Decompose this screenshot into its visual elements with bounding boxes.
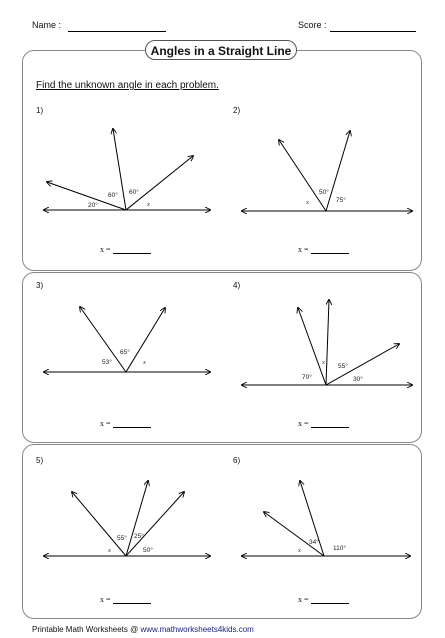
unknown-angle-label: x — [306, 199, 309, 206]
name-label: Name : — [32, 20, 62, 30]
problem-number-4: 4) — [233, 281, 241, 290]
angle-label: 70° — [302, 374, 312, 381]
answer-input-5[interactable] — [113, 594, 151, 604]
problem-number-5: 5) — [36, 456, 44, 465]
angle-label: 55° — [117, 535, 127, 542]
unknown-angle-label: x — [143, 359, 146, 366]
unknown-angle-label: x — [298, 547, 301, 554]
angle-label: 20° — [88, 202, 98, 209]
footer-prefix: Printable Math Worksheets @ — [32, 625, 141, 634]
footer-link[interactable]: www.mathworksheets4kids.com — [140, 625, 254, 634]
problem-number-6: 6) — [233, 456, 241, 465]
answer-input-4[interactable] — [311, 418, 349, 428]
footer — [32, 625, 254, 634]
angle-label: 50° — [143, 547, 153, 554]
answer-row-2 — [298, 244, 349, 254]
instruction-text: Find the unknown angle in each problem. — [36, 80, 219, 91]
angle-label: 30° — [353, 376, 363, 383]
answer-prompt: x = — [100, 419, 111, 428]
angle-label: 60° — [108, 192, 118, 199]
answer-input-1[interactable] — [113, 244, 151, 254]
worksheet-title: Angles in a Straight Line — [145, 40, 297, 60]
angle-label: 110° — [333, 545, 346, 552]
unknown-angle-label: x — [147, 201, 150, 208]
answer-row-1 — [100, 244, 151, 254]
problem-number-1: 1) — [36, 106, 44, 115]
problem-number-2: 2) — [233, 106, 241, 115]
score-label: Score : — [298, 20, 327, 30]
answer-prompt: x = — [298, 419, 309, 428]
angle-label: 53° — [102, 359, 112, 366]
answer-row-3 — [100, 418, 151, 428]
answer-input-3[interactable] — [113, 418, 151, 428]
answer-prompt: x = — [100, 245, 111, 254]
answer-input-6[interactable] — [311, 594, 349, 604]
answer-prompt: x = — [298, 245, 309, 254]
unknown-angle-label: x — [322, 359, 325, 366]
angle-label: 25° — [134, 533, 144, 540]
answer-prompt: x = — [298, 595, 309, 604]
angle-label: 50° — [319, 189, 329, 196]
problem-number-3: 3) — [36, 281, 44, 290]
angle-label: 55° — [338, 363, 348, 370]
angle-label: 75° — [336, 197, 346, 204]
answer-prompt: x = — [100, 595, 111, 604]
answer-row-5 — [100, 594, 151, 604]
angle-label: 65° — [120, 349, 130, 356]
answer-row-6 — [298, 594, 349, 604]
angle-label: 60° — [129, 189, 139, 196]
angle-label: 34° — [309, 539, 319, 546]
answer-input-2[interactable] — [311, 244, 349, 254]
unknown-angle-label: x — [108, 547, 111, 554]
answer-row-4 — [298, 418, 349, 428]
